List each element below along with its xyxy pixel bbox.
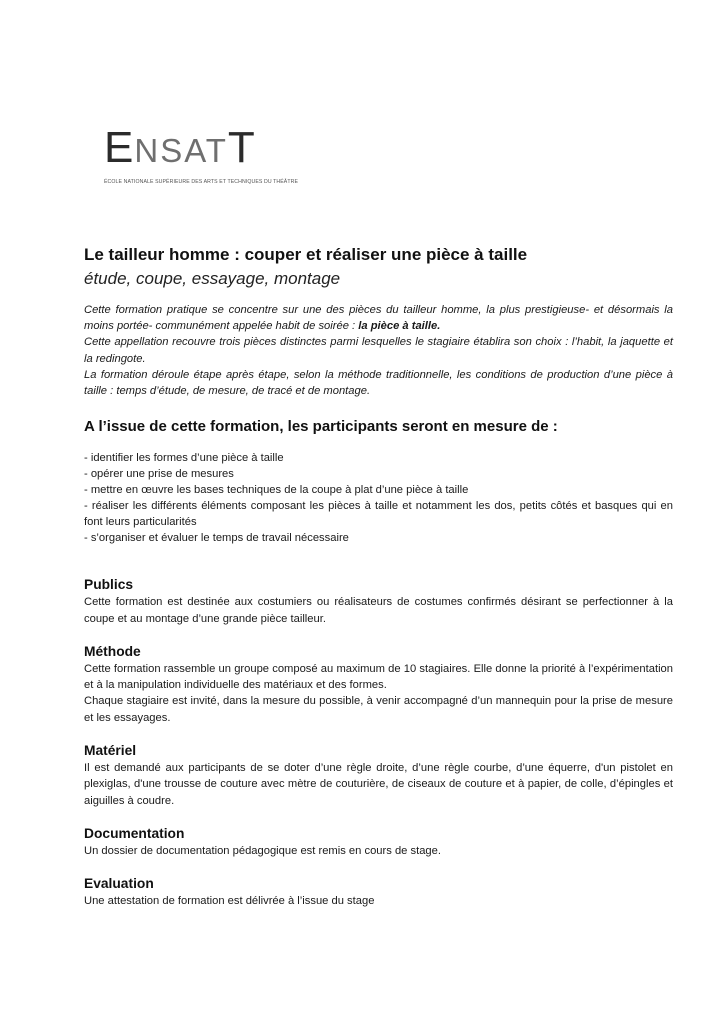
section-heading: Matériel: [84, 743, 137, 758]
section-text: Il est demandé aux participants de se doter d’une règle droite, d’une règle courbe, d’une équerre, d'un pistolet en plexiglas, d'une trousse de couture avec mètre de couturière, de ciseaux de couture et à papier, de colle, d’épingles et aiguilles à coudre.: [84, 762, 673, 807]
section-text: Cette formation est destinée aux costumiers ou réalisateurs de costumes confirmés désirant se perfectionner à la coupe et au montage d’une grande pièce tailleur.: [84, 596, 673, 625]
document-body: [84, 243, 673, 909]
section-text: Chaque stagiaire est invité, dans la mesure du possible, à venir accompagné d’un mannequin pour la prise de mesure et les essayages.: [84, 695, 673, 724]
list-item: - réaliser les différents éléments composant les pièces à taille et notamment les dos, petits côtés et basques qui en font leurs particularités: [84, 500, 673, 529]
objectives-heading: A l’issue de cette formation, les participants seront en mesure de :: [84, 418, 558, 436]
logo-subtitle: ÉCOLE NATIONALE SUPÉRIEURE DES ARTS ET TECHNIQUES DU THÉÂTRE: [104, 179, 299, 185]
objectives-list: [84, 450, 673, 546]
section-heading: Evaluation: [84, 876, 154, 892]
list-item: - s’organiser et évaluer le temps de travail nécessaire: [84, 532, 349, 545]
page-title: Le tailleur homme : couper et réaliser une pièce à taille: [84, 245, 528, 264]
intro-highlight: la pièce à taille.: [358, 320, 441, 333]
section-text: Cette formation rassemble un groupe composé au maximum de 10 stagiaires. Elle donne la priorité à l’expérimentation et à la manipulation individuelle des matériaux et des formes.: [84, 662, 673, 692]
section-heading: Méthode: [84, 643, 141, 659]
section-heading: Publics: [84, 577, 134, 593]
ensatt-logo: [104, 123, 299, 188]
section-evaluation: [84, 875, 673, 909]
page-subtitle: étude, coupe, essayage, montage: [84, 269, 341, 288]
list-item: - opérer une prise de mesures: [84, 468, 234, 481]
section-publics: [84, 576, 673, 627]
intro-paragraph-3: La formation déroule étape après étape, selon la méthode traditionnelle, les conditions de production d’une pièce à taille : temps d’étude, de mesure, de tracé et de montage.: [84, 368, 673, 398]
intro-text: [84, 302, 673, 399]
section-heading: Documentation: [84, 825, 185, 841]
logo-wordmark: ENSATT: [104, 123, 256, 172]
intro-paragraph-2: Cette appellation recouvre trois pièces distinctes parmi lesquelles le stagiaire établira son choix : l’habit, la jaquette et la redingote.: [84, 336, 673, 365]
list-item: - identifier les formes d’une pièce à taille: [84, 452, 284, 465]
section-text: Un dossier de documentation pédagogique est remis en cours de stage.: [84, 844, 441, 857]
section-methode: [84, 643, 673, 726]
intro-paragraph-1: Cette formation pratique se concentre sur une des pièces du tailleur homme, la plus prestigieuse- et désormais la moins portée- communément appelée habit de soirée : la pièce à taille.: [84, 304, 673, 333]
section-documentation: [84, 825, 673, 859]
list-item: - mettre en œuvre les bases techniques de la coupe à plat d’une pièce à taille: [84, 484, 469, 497]
section-materiel: [84, 742, 673, 809]
section-text: Une attestation de formation est délivrée à l’issue du stage: [84, 895, 375, 908]
